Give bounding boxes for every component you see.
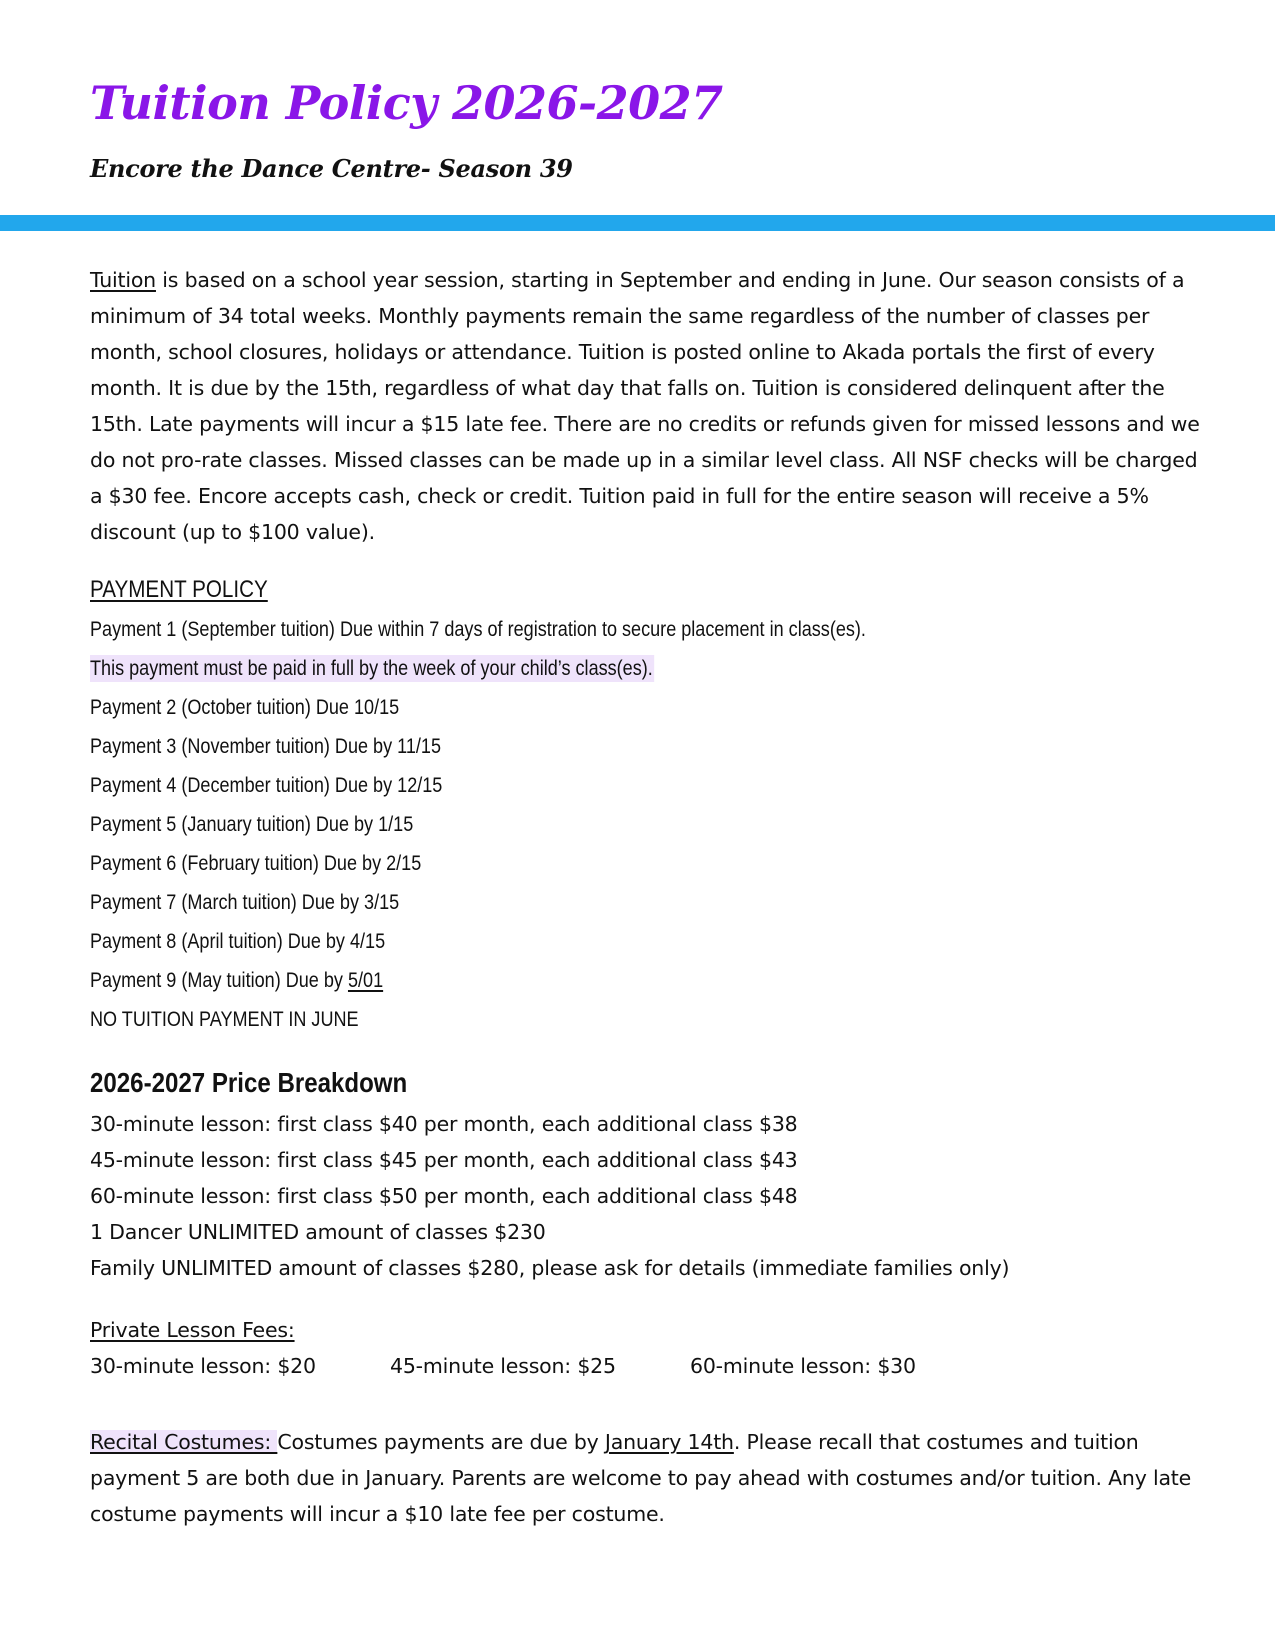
tuition-paragraph bbox=[90, 262, 1200, 550]
payment-line: Payment 2 (October tuition) Due 10/15 bbox=[90, 696, 400, 719]
price-item: Family UNLIMITED amount of classes $280, please ask for details (immediate families only) bbox=[90, 1256, 1010, 1280]
private-lesson-fees bbox=[90, 1348, 1240, 1384]
payment-line: Payment 8 (April tuition) Due by 4/15 bbox=[90, 930, 386, 953]
payment-highlight: This payment must be paid in full by the week of your child’s class(es). bbox=[90, 657, 653, 680]
private-lesson-label-text: Private Lesson Fees: bbox=[90, 1318, 295, 1342]
price-breakdown-title: 2026-2027 Price Breakdown bbox=[90, 1067, 408, 1098]
payment-line: Payment 1 (September tuition) Due within 7 days of registration to secure placement in class(es). bbox=[90, 618, 866, 641]
payment-line-date: 5/01 bbox=[347, 969, 384, 992]
payment-line: Payment 3 (November tuition) Due by 11/15 bbox=[90, 735, 442, 758]
payment-line: Payment 7 (March tuition) Due by 3/15 bbox=[90, 891, 400, 914]
payment-line: NO TUITION PAYMENT IN JUNE bbox=[90, 1008, 359, 1031]
price-item: 45-minute lesson: first class $45 per month, each additional class $43 bbox=[90, 1148, 798, 1172]
price-breakdown-list bbox=[90, 1106, 1240, 1286]
costumes-text-2: . Please recall that costumes and tuition payment 5 are both due in January. Parents are welcome to pay ahead with costumes and/or tuition. Any late costume payments will incur a $10 late fee per costume. bbox=[90, 1430, 1192, 1526]
payment-line: Payment 6 (February tuition) Due by 2/15 bbox=[90, 852, 422, 875]
costumes-due-date: January 14th bbox=[604, 1430, 734, 1454]
payment-line-prefix: Payment 9 (May tuition) Due by bbox=[90, 969, 348, 992]
document-header bbox=[90, 72, 723, 184]
payment-line-highlighted bbox=[90, 649, 950, 688]
payment-line: Payment 5 (January tuition) Due by 1/15 bbox=[90, 813, 414, 836]
private-lesson-label bbox=[90, 1312, 1240, 1348]
private-fee-60: 60-minute lesson: $30 bbox=[690, 1354, 916, 1378]
tuition-text: is based on a school year session, starting in September and ending in June. Our season consists of a minimum of 34 total weeks. Monthly payments remain the same regardless of the number of classes per month, school closures, holidays or attendance. Tuition is posted online to Akada portals the first of every month. It is due by the 15th, regardless of what day that falls on. Tuition is considered delinquent after the 15th. Late payments will incur a $15 late fee. There are no credits or refunds given for missed lessons and we do not pro-rate classes. Missed classes can be made up in a similar level class. All NSF checks will be charged a $30 fee. Encore accepts cash, check or credit. Tuition paid in full for the entire season will receive a 5% discount (up to $100 value). bbox=[90, 268, 1200, 544]
private-lesson-section bbox=[90, 1312, 1240, 1384]
payment-line: Payment 4 (December tuition) Due by 12/15 bbox=[90, 774, 443, 797]
tuition-lead: Tuition bbox=[90, 268, 156, 292]
page-subtitle: Encore the Dance Centre- Season 39 bbox=[90, 154, 573, 183]
recital-costumes-paragraph bbox=[90, 1424, 1200, 1532]
price-item: 30-minute lesson: first class $40 per month, each additional class $38 bbox=[90, 1112, 798, 1136]
payment-policy-section bbox=[90, 570, 950, 1039]
costumes-text-1: Costumes payments are due by bbox=[277, 1430, 605, 1454]
private-fee-30: 30-minute lesson: $20 bbox=[90, 1354, 316, 1378]
page-title: Tuition Policy 2026-2027 bbox=[90, 76, 723, 130]
costumes-label: Recital Costumes: bbox=[90, 1430, 278, 1454]
payment-line bbox=[90, 961, 950, 1000]
private-fee-45: 45-minute lesson: $25 bbox=[390, 1354, 616, 1378]
price-item: 60-minute lesson: first class $50 per month, each additional class $48 bbox=[90, 1184, 798, 1208]
header-divider bbox=[0, 215, 1275, 231]
price-item: 1 Dancer UNLIMITED amount of classes $230 bbox=[90, 1220, 546, 1244]
payment-policy-heading: PAYMENT POLICY bbox=[90, 576, 268, 603]
